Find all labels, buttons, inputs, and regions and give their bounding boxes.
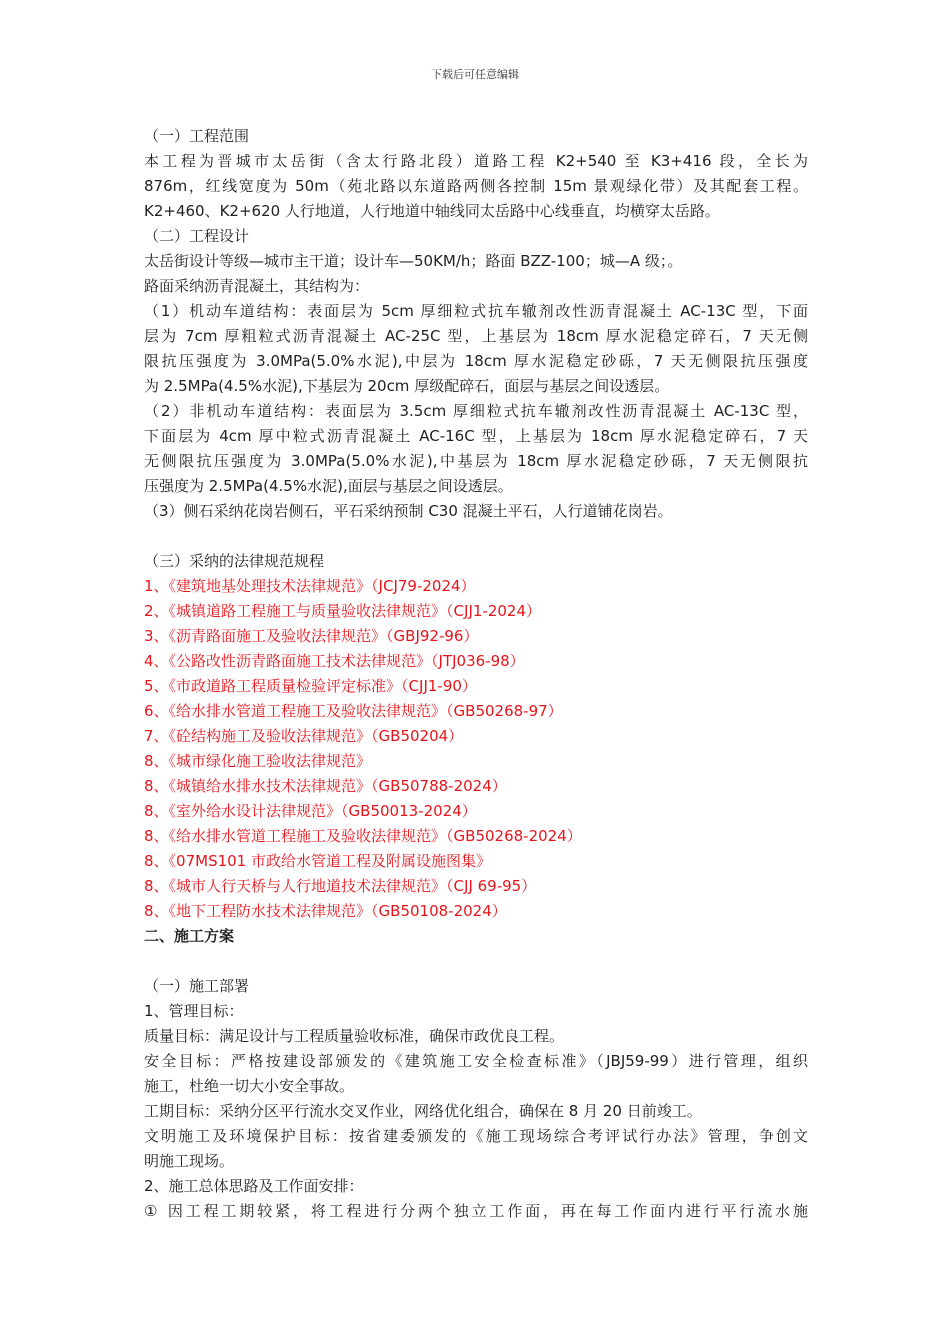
paragraph-line: 为 2.5MPa(4.5%水泥),下基层为 20cm 厚级配碎石，面层与基层之间设透层。 [144, 377, 670, 395]
standard-list-item: 1、《建筑地基处理技术法律规范》（JCJ79-2024） [144, 577, 476, 595]
paragraph-line: 太岳街设计等级—城市主干道；设计车—50KM/h；路面 BZZ-100；城—A 级；。 [144, 252, 683, 270]
paragraph-line: （3）侧石采纳花岗岩侧石，平石采纳预制 C30 混凝土平石，人行道铺花岗岩。 [144, 502, 673, 520]
standard-list-item: 8、《城市人行天桥与人行地道技术法律规范》（CJJ 69-95） [144, 877, 537, 895]
paragraph-line: 压强度为 2.5MPa(4.5%水泥),面层与基层之间设透层。 [144, 477, 513, 495]
blank-line [144, 524, 808, 549]
standard-list-item: 3、《沥青路面施工及验收法律规范》（GBJ92-96） [144, 627, 479, 645]
paragraph-line: 2、施工总体思路及工作面安排： [144, 1177, 364, 1195]
standard-list-item: 8、《07MS101 市政给水管道工程及附属设施图集》 [144, 852, 491, 870]
paragraph-line: 本工程为晋城市太岳街（含太行路北段）道路工程 K2+540 至 K3+416 段，全长为 [144, 152, 808, 170]
paragraph-line: 明施工现场。 [144, 1152, 235, 1170]
section-heading-scope: （一）工程范围 [144, 127, 250, 145]
paragraph-line: 工期目标：采纳分区平行流水交叉作业，网络优化组合，确保在 8 月 20 日前竣工。 [144, 1102, 702, 1120]
paragraph-line: 层为 7cm 厚粗粒式沥青混凝土 AC-25C 型，上基层为 18cm 厚水泥稳定碎石，7 天无侧 [144, 327, 808, 345]
page-header: 下载后可任意编辑 [431, 68, 519, 81]
section-heading-design: （二）工程设计 [144, 227, 250, 245]
paragraph-line: 质量目标：满足设计与工程质量验收标准，确保市政优良工程。 [144, 1027, 565, 1045]
standard-list-item: 8、《室外给水设计法律规范》（GB50013-2024） [144, 802, 477, 820]
standard-list-item: 2、《城镇道路工程施工与质量验收法律规范》（CJJ1-2024） [144, 602, 541, 620]
standard-list-item: 7、《砼结构施工及验收法律规范》（GB50204） [144, 727, 464, 745]
paragraph-line: 1、管理目标： [144, 1002, 244, 1020]
paragraph-line: 下面层为 4cm 厚中粒式沥青混凝土 AC-16C 型，上基层为 18cm 厚水泥稳定碎石，7 天 [144, 427, 808, 445]
standard-list-item: 4、《公路改性沥青路面施工技术法律规范》（JTJ036-98） [144, 652, 525, 670]
document-body [144, 124, 808, 1224]
paragraph-line: 安全目标：严格按建设部颁发的《建筑施工安全检查标准》（JBJ59-99）进行管理，组织 [144, 1052, 808, 1070]
paragraph-line: （2）非机动车道结构：表面层为 3.5cm 厚细粒式抗车辙剂改性沥青混凝土 AC-13C 型， [144, 402, 808, 420]
paragraph-line: 限抗压强度为 3.0MPa(5.0%水泥),中层为 18cm 厚水泥稳定砂砾，7 天无侧限抗压强度 [144, 352, 808, 370]
paragraph-line: 路面采纳沥青混凝土，其结构为： [144, 277, 370, 295]
chapter-title: 二、施工方案 [144, 927, 235, 945]
standard-list-item: 8、《给水排水管道工程施工及验收法律规范》（GB50268-2024） [144, 827, 582, 845]
blank-line [144, 949, 808, 974]
paragraph-line: ① 因工程工期较紧，将工程进行分两个独立工作面，再在每工作面内进行平行流水施 [144, 1202, 808, 1220]
section-heading-deployment: （一）施工部署 [144, 977, 250, 995]
standard-list-item: 5、《市政道路工程质量检验评定标准》（CJJ1-90） [144, 677, 477, 695]
paragraph-line: 876m，红线宽度为 50m（苑北路以东道路两侧各控制 15m 景观绿化带）及其配套工程。 [144, 177, 808, 195]
standard-list-item: 8、《地下工程防水技术法律规范》（GB50108-2024） [144, 902, 507, 920]
paragraph-line: K2+460、K2+620 人行地道，人行地道中轴线同太岳路中心线垂直，均横穿太岳路。 [144, 202, 720, 220]
paragraph-line: 施工，杜绝一切大小安全事故。 [144, 1077, 355, 1095]
paragraph-line: 文明施工及环境保护目标：按省建委颁发的《施工现场综合考评试行办法》管理，争创文 [144, 1127, 808, 1145]
paragraph-line: （1）机动车道结构：表面层为 5cm 厚细粒式抗车辙剂改性沥青混凝土 AC-13C 型，下面 [144, 302, 808, 320]
standard-list-item: 6、《给水排水管道工程施工及验收法律规范》（GB50268-97） [144, 702, 563, 720]
standard-list-item: 8、《城市绿化施工验收法律规范》 [144, 752, 372, 770]
standard-list-item: 8、《城镇给水排水技术法律规范》（GB50788-2024） [144, 777, 507, 795]
paragraph-line: 无侧限抗压强度为 3.0MPa(5.0%水泥),中基层为 18cm 厚水泥稳定砂砾，7 天无侧限抗 [144, 452, 808, 470]
section-heading-standards: （三）采纳的法律规范规程 [144, 552, 325, 570]
